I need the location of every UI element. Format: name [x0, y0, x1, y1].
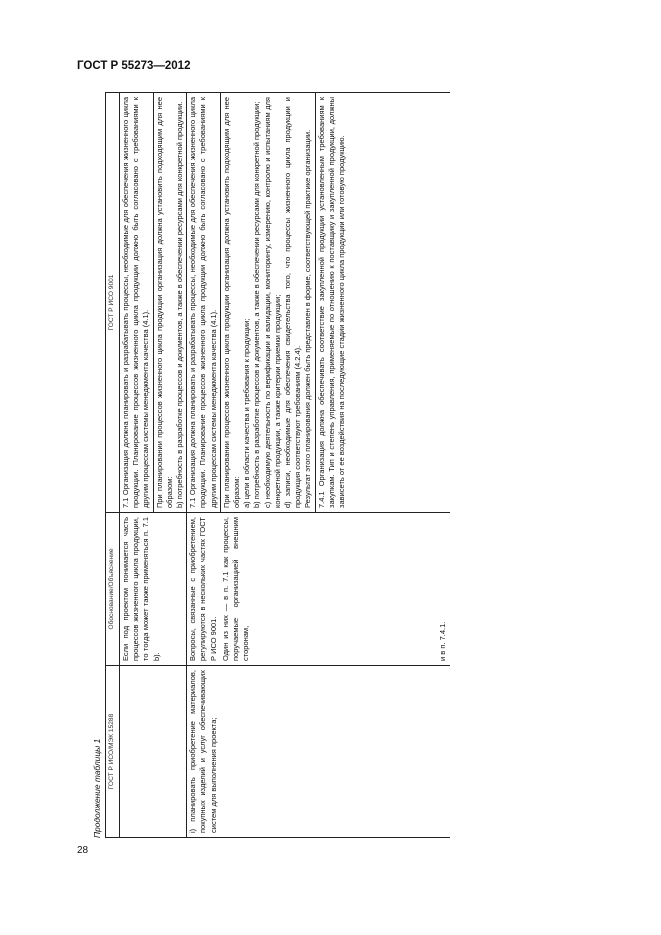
row2-col2-clause-ref: и в п. 7.4.1. [438, 621, 448, 661]
row2-col3-planning-group [220, 93, 315, 512]
row2-col3-planning-intro: При планировании процессов жизненного цикла продукции организация должна установить подходящим для нее образом: [221, 97, 242, 508]
table-row [187, 93, 450, 838]
row1-col2-cell [120, 513, 187, 666]
row2-col3-cell [187, 93, 450, 513]
column-header-rationale: Обоснование/Объяснение [106, 513, 120, 666]
row2-col2-outsourced-text: Один из них — в п. 7.1 как процессы, поручаемые организацией внешним сторонам, [220, 517, 251, 661]
column-header-iso-15288: ГОСТ Р ИСО/МЭК 15288 [106, 666, 120, 838]
row2-col3-result: Результат этого планирования должен быть представлен в форме, соответствующей практике организации. [303, 129, 313, 508]
row2-col2-cell [187, 513, 450, 666]
row2-col3-clause-7-4-1: 7.4.1 Организация должна обеспечивать соответствие закупленной продукции установленным требованиям к закупкам. Тип и степень управления, применяемые по отношению к поставщику и закупленной продукции, должны зависеть от ее воздействия на последующие стадии жизненного цикла продукции или готовую продукцию. [315, 93, 349, 512]
row1-col1-text [120, 666, 122, 837]
table-row [120, 93, 187, 838]
row1-col2-text: Если под проектом понимается часть процессов жизненного цикла продукции, то тогда может также применяться п. 7.1 b). [121, 517, 161, 661]
row2-col1-cell [187, 666, 450, 838]
row1-col1-cell [120, 666, 187, 838]
column-header-iso-9001: ГОСТ Р ИСО 9001 [106, 93, 120, 513]
row2-col3-item-c: c) необходимую деятельность по верификации и валидации, мониторингу, измерению, контролю и испытаниям для конкретной продукции, а также критерии приемки продукции; [262, 97, 282, 508]
row2-col3-clause-7-1: 7.1 Организация должна планировать и разрабатывать процессы, необходимые для обеспечения жизненного цикла продукции. Планирование процессов жизненного цикла продукции должно быть согласовано с требованиями к другим процессам системы менеджмента качества (4.1). [188, 97, 218, 508]
table-continuation-label: Продолжение таблицы 1 [92, 738, 102, 838]
row1-col3-planning-group [153, 93, 187, 512]
row2-col3-item-d: d) записи, необходимые для обеспечения свидетельства того, что процессы жизненного цикла продукции и продукция соответствуют требованиям (4.2.4). [283, 97, 303, 508]
row2-col3-item-a: a) цели в области качества и требования к продукции; [242, 318, 252, 508]
rotated-table-block [92, 93, 627, 838]
row2-col1-text: i) планировать приобретение материалов, покупных изделий и услуг обеспечивающих систем для выполнения проекта; [188, 670, 218, 833]
comparison-table [105, 92, 450, 838]
row1-col3-planning-intro: При планировании процессов жизненного цикла продукции организация должна установить подходящим для нее образом: [154, 97, 174, 508]
row2-col3-item-b: b) потребность в разработке процессов и документов, а также в обеспечении ресурсами для конкретной продукции; [252, 101, 262, 508]
page-number: 28 [77, 845, 89, 856]
row2-col2-procurement-text: Вопросы, связанные с приобретением, регулируются в нескольких частях ГОСТ Р ИСО 9001. [188, 517, 218, 661]
row1-col3-item-b: b) потребность в разработке процессов и документов, а также в обеспечении ресурсами для конкретной продукции. [175, 101, 185, 508]
table-header-row [106, 93, 120, 838]
document-header-title: ГОСТ Р 55273—2012 [77, 60, 191, 72]
row1-col3-clause-7-1: 7.1 Организация должна планировать и разрабатывать процессы, необходимые для обеспечения жизненного цикла продукции. Планирование процессов жизненного цикла продукции должно быть согласовано с требованиями к другим процессам системы менеджмента качества (4.1). [121, 97, 151, 508]
row1-col3-cell [120, 93, 187, 513]
